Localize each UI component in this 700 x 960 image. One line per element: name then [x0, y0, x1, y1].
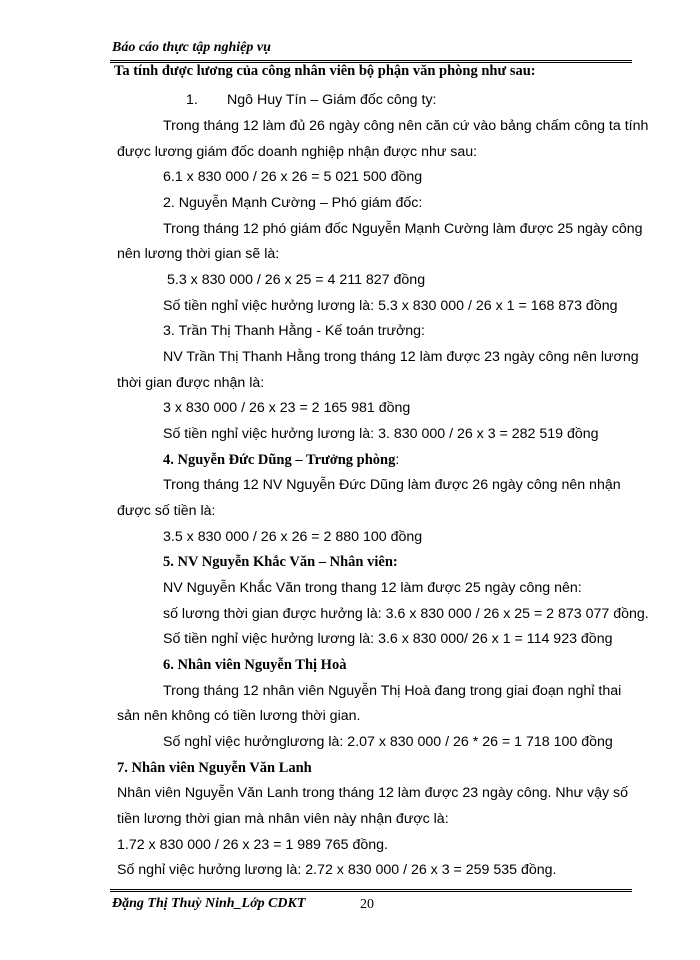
section-7-title: 7. Nhân viên Nguyễn Văn Lanh: [117, 760, 312, 776]
section-1-calc: 6.1 x 830 000 / 26 x 26 = 5 021 500 đồng: [163, 169, 423, 185]
section-3-para-1: NV Trần Thị Thanh Hằng trong tháng 12 làm được 23 ngày công nên lương: [163, 349, 639, 365]
section-7-calc: 1.72 x 830 000 / 26 x 23 = 1 989 765 đồng.: [117, 837, 388, 853]
section-4-title: 4. Nguyễn Đức Dũng – Trưởng phòng: [163, 452, 396, 468]
section-5-leave: Số tiền nghỉ việc hưởng lương là: 3.6 x 830 000/ 26 x 1 = 114 923 đồng: [163, 631, 613, 647]
section-1-para-2: được lương giám đốc doanh nghiệp nhận được như sau:: [117, 144, 478, 160]
section-6-para-1: Trong tháng 12 nhân viên Nguyễn Thị Hoà đang trong giai đoạn nghỉ thai: [163, 683, 622, 699]
section-2-calc: 5.3 x 830 000 / 26 x 25 = 4 211 827 đồng: [167, 272, 426, 288]
section-5-title: 5. NV Nguyễn Khắc Văn – Nhân viên:: [163, 554, 398, 570]
section-3-para-2: thời gian được nhận là:: [117, 375, 265, 391]
header-title: Báo cáo thực tập nghiệp vụ: [112, 40, 271, 55]
section-2-para-2: nên lương thời gian sẽ là:: [117, 246, 280, 262]
section-2-leave: Số tiền nghỉ việc hưởng lương là: 5.3 x 830 000 / 26 x 1 = 168 873 đồng: [163, 298, 618, 314]
section-6-title: 6. Nhân viên Nguyễn Thị Hoà: [163, 657, 347, 673]
intro-heading: Ta tính được lương của công nhân viên bộ phận văn phòng như sau:: [114, 63, 536, 79]
section-3-calc: 3 x 830 000 / 26 x 23 = 2 165 981 đồng: [163, 400, 411, 416]
section-7-para-2: tiền lương thời gian mà nhân viên này nhận được là:: [117, 811, 449, 827]
section-4-calc: 3.5 x 830 000 / 26 x 26 = 2 880 100 đồng: [163, 529, 423, 545]
section-4-para-1: Trong tháng 12 NV Nguyễn Đức Dũng làm được 26 ngày công nên nhận: [163, 477, 621, 493]
section-2-para-1: Trong tháng 12 phó giám đốc Nguyễn Mạnh Cường làm được 25 ngày công: [163, 221, 643, 237]
footer-author: Đặng Thị Thuỳ Ninh_Lớp CDKT: [112, 896, 306, 911]
section-1-para-1: Trong tháng 12 làm đủ 26 ngày công nên căn cứ vào bảng chấm công ta tính: [163, 118, 649, 134]
section-4-heading: [163, 452, 399, 469]
section-7-para-1: Nhân viên Nguyễn Văn Lanh trong tháng 12 làm được 23 ngày công. Như vậy số: [117, 785, 628, 801]
section-3-title: 3. Trần Thị Thanh Hằng - Kế toán trưởng:: [163, 323, 425, 339]
section-6-para-2: sản nên không có tiền lương thời gian.: [117, 708, 361, 724]
section-5-para-1: NV Nguyễn Khắc Văn trong thang 12 làm được 25 ngày công nên:: [163, 580, 582, 596]
section-6-leave: Số nghỉ việc hưởnglương là: 2.07 x 830 000 / 26 * 26 = 1 718 100 đồng: [163, 734, 613, 750]
section-4-para-2: được số tiền là:: [117, 503, 216, 519]
section-3-leave: Số tiền nghỉ việc hưởng lương là: 3. 830 000 / 26 x 3 = 282 519 đồng: [163, 426, 599, 442]
page-number: 20: [360, 897, 374, 912]
section-1-number: 1.: [186, 92, 198, 108]
footer-rule: [110, 889, 632, 892]
section-4-colon: :: [395, 452, 400, 468]
section-1-title: Ngô Huy Tín – Giám đốc công ty:: [227, 92, 437, 108]
section-7-leave: Số nghỉ việc hưởng lương là: 2.72 x 830 000 / 26 x 3 = 259 535 đồng.: [117, 862, 557, 878]
section-5-para-2: số lương thời gian được hưởng là: 3.6 x 830 000 / 26 x 25 = 2 873 077 đồng.: [163, 606, 649, 622]
section-2-title: 2. Nguyễn Mạnh Cường – Phó giám đốc:: [163, 195, 423, 211]
